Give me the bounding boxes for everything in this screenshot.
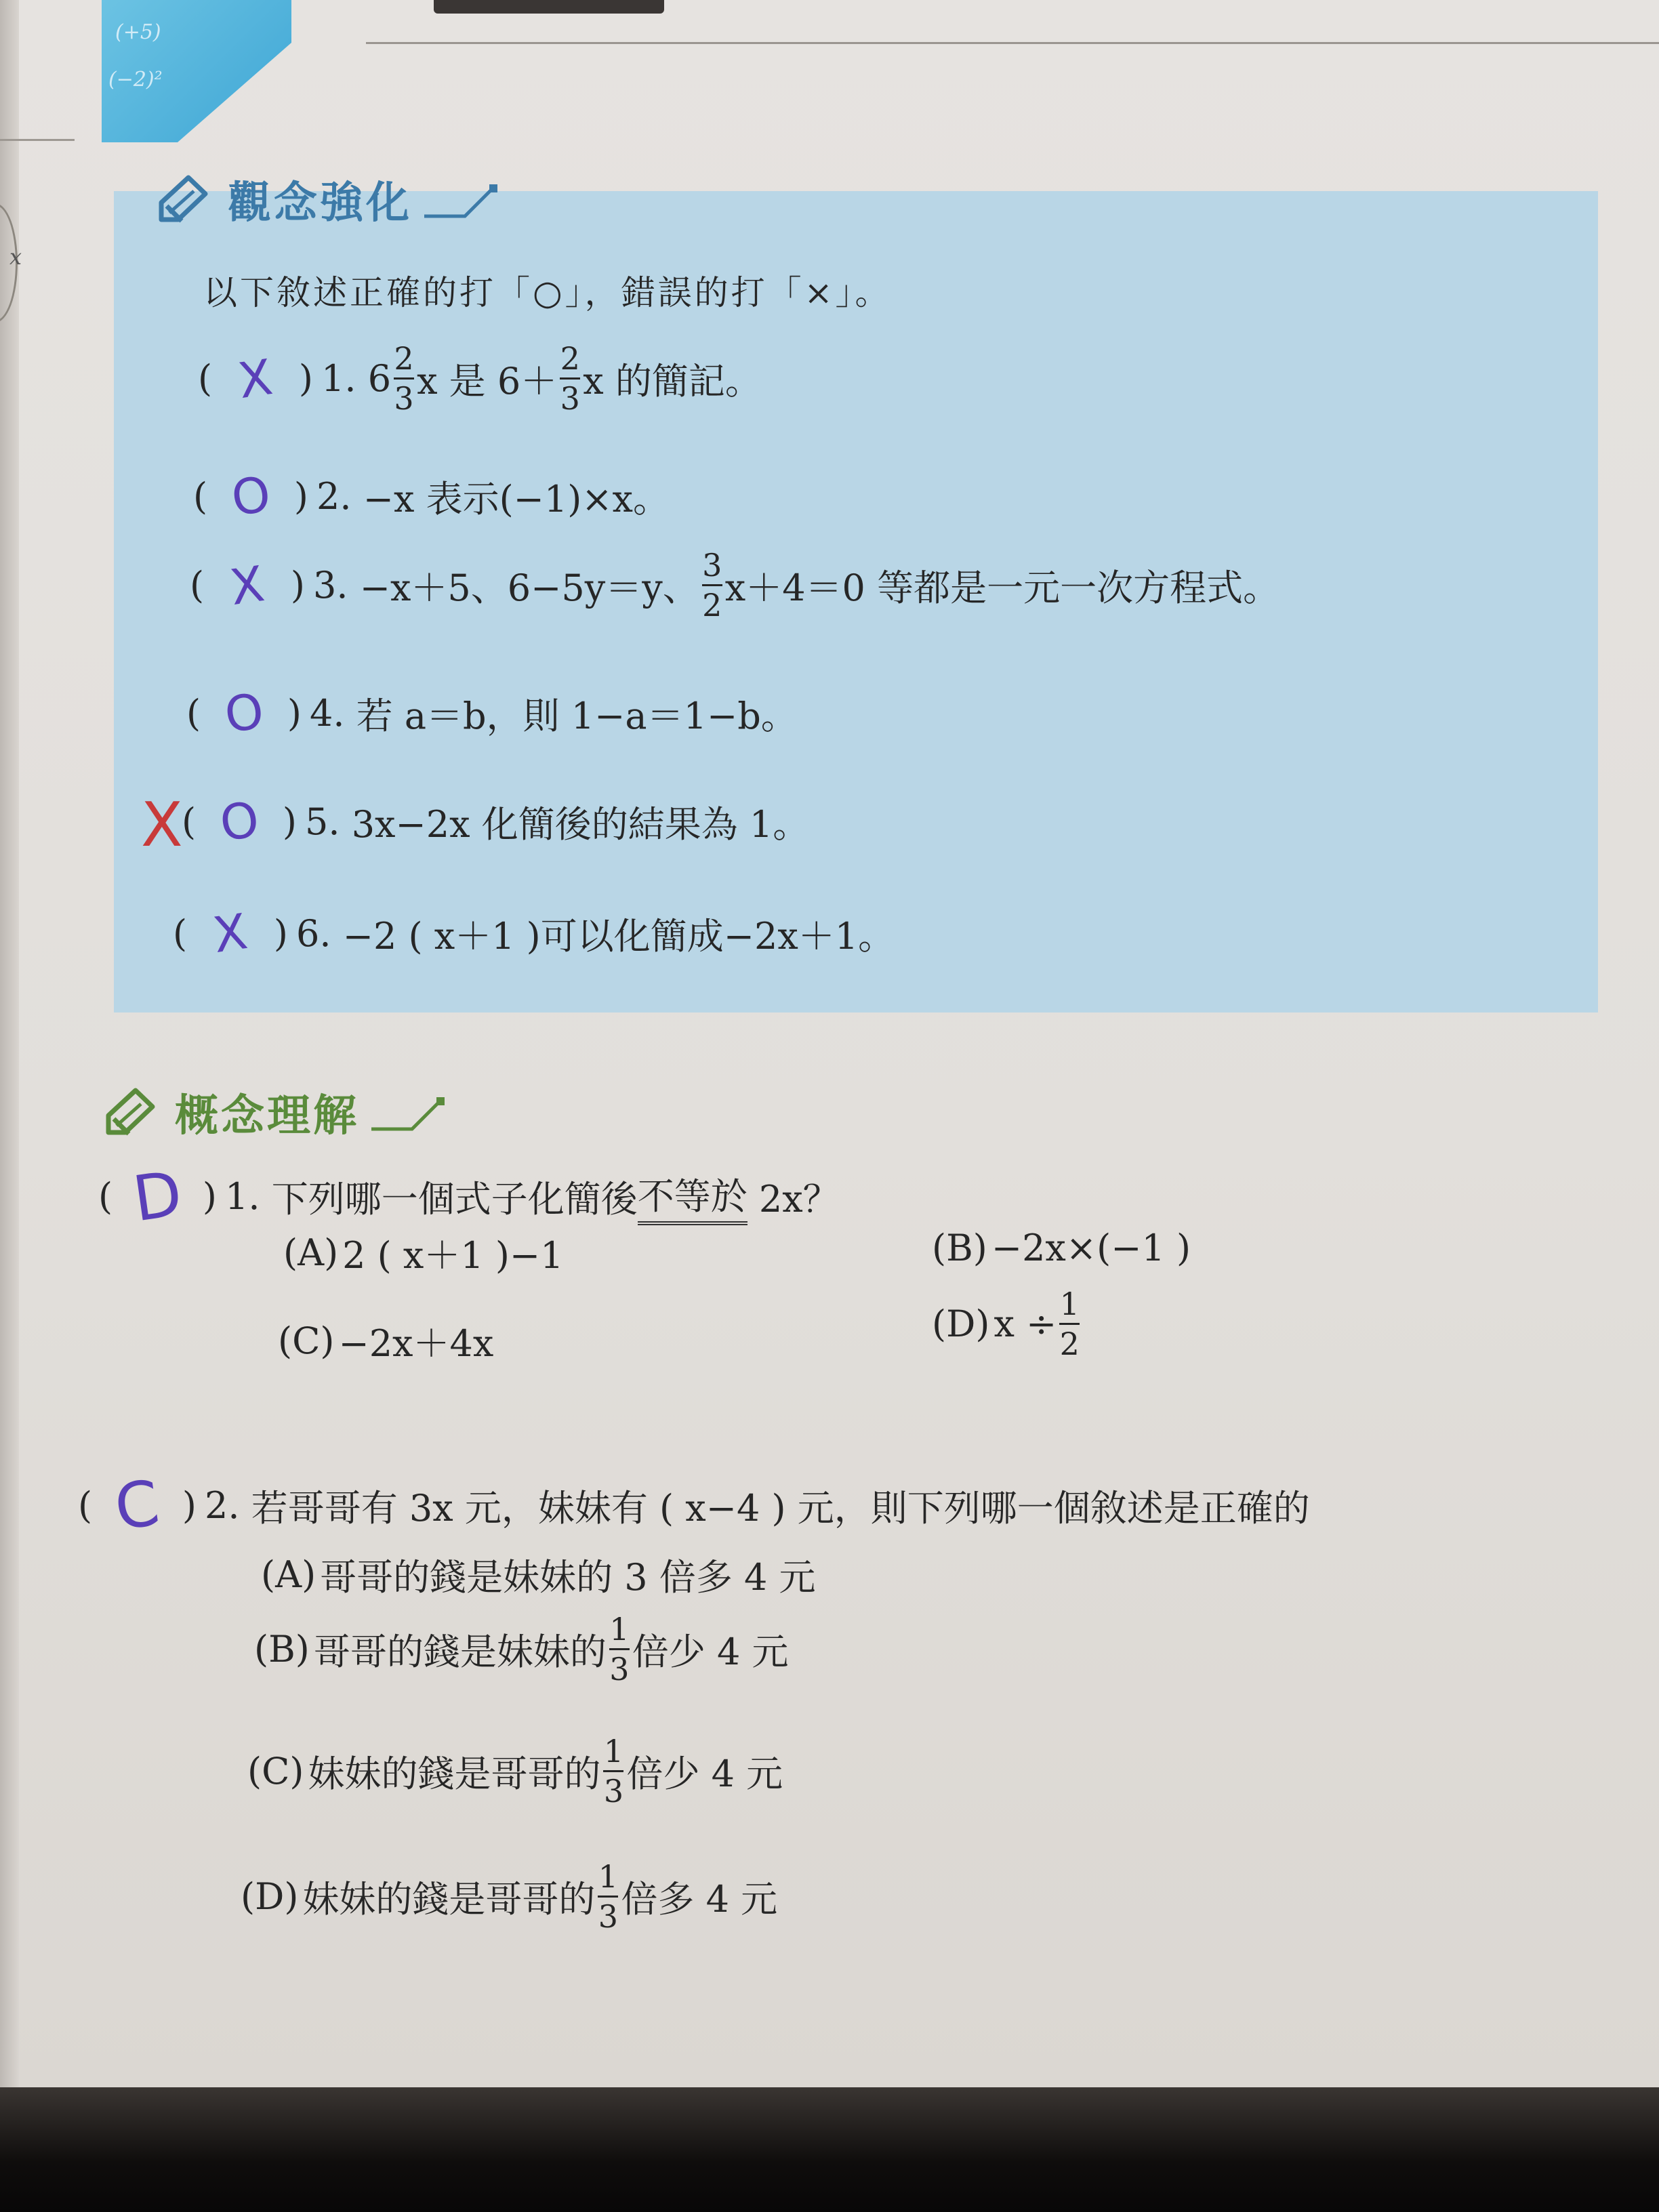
option-text: 哥哥的錢是妹妹的 3 倍多 4 元 [320, 1556, 816, 1599]
statement-number: 6. [296, 912, 331, 955]
handwritten-answer: X [226, 554, 268, 616]
section-title: 觀念強化 [228, 178, 412, 228]
option-label: (A) [261, 1553, 316, 1596]
option-text-a: 妹妹的錢是哥哥的 [308, 1753, 601, 1796]
instruction-text: 以下敘述正確的打「○」，錯誤的打「×」。 [203, 273, 892, 312]
desk-shadow [0, 2087, 1659, 2212]
statement-text-c: x 的簡記。 [583, 360, 762, 403]
fraction: $\frac{2}{3}$ [394, 340, 414, 417]
statement-6 [173, 902, 895, 964]
option-label: (D) [241, 1875, 299, 1919]
question-number: 2. [205, 1484, 240, 1527]
q1-option-c [278, 1315, 493, 1367]
option-text: −2x＋4x [338, 1322, 494, 1365]
statement-5 [182, 790, 810, 853]
handwritten-answer: X [209, 902, 251, 964]
section-title: 概念理解 [175, 1091, 359, 1141]
q2-option-c [247, 1735, 783, 1808]
fraction: $\frac{1}{3}$ [609, 1611, 630, 1688]
option-label: (B) [254, 1628, 310, 1671]
statement-number: 3. [313, 564, 348, 607]
section-heading-concept-understanding [102, 1081, 446, 1143]
fraction: $\frac{3}{2}$ [702, 547, 722, 624]
option-text: 2 ( x＋1 )−1 [342, 1234, 564, 1277]
answer-paren: ( O ) [182, 790, 297, 853]
option-label: (D) [932, 1303, 990, 1346]
q2-option-d [241, 1858, 778, 1936]
answer-paren: ( X ) [173, 902, 288, 964]
question-text: 若哥哥有 3x 元，妹妹有 ( x−4 ) 元，則下列哪一個敘述是正確的 [251, 1487, 1310, 1530]
handwritten-answer: O [221, 682, 267, 744]
fraction: $\frac{1}{2}$ [1059, 1286, 1080, 1363]
handwritten-answer: O [216, 790, 262, 853]
answer-paren: ( D ) [98, 1157, 217, 1236]
statement-text: −2 ( x＋1 )可以化簡成−2x＋1。 [342, 914, 895, 958]
statement-text: −x 表示(−1)×x。 [363, 477, 670, 520]
statement-number: 5. [305, 800, 340, 843]
statement-3 [190, 549, 1279, 622]
statement-text: 3x−2x 化簡後的結果為 1。 [351, 802, 810, 846]
option-text-b: 倍少 4 元 [626, 1753, 783, 1796]
handwritten-answer: C [110, 1467, 164, 1544]
question-1 [98, 1157, 840, 1236]
fraction: $\frac{1}{3}$ [603, 1733, 624, 1810]
option-label: (C) [278, 1319, 335, 1362]
answer-paren: ( O ) [186, 682, 302, 744]
q2-option-a [261, 1549, 816, 1601]
pencil-icon [102, 1085, 163, 1139]
option-label: (C) [247, 1750, 304, 1793]
statement-text-a: −x＋5、6−5y＝y、 [359, 567, 699, 610]
option-text-a: 哥哥的錢是妹妹的 [313, 1631, 607, 1674]
statement-number: 4. [310, 691, 345, 735]
option-label: (B) [932, 1227, 987, 1269]
statement-text: 若 a＝b，則 1−a＝1−b。 [356, 694, 798, 737]
question-2 [78, 1469, 1310, 1542]
answer-paren: ( X ) [190, 554, 305, 616]
option-text-b: 倍多 4 元 [621, 1878, 778, 1921]
statement-1 [198, 342, 762, 415]
handwritten-answer: D [128, 1157, 187, 1236]
question-number: 1. [225, 1175, 260, 1218]
statement-number: 2. [316, 474, 352, 518]
option-text: −2x×(−1 ) [991, 1227, 1191, 1269]
corner-text-2: (−2)² [108, 68, 163, 91]
section-heading-concept-reinforcement [155, 168, 499, 230]
statement-text-a: 6 [367, 357, 392, 401]
margin-x-fragment: x [9, 244, 22, 270]
q2-option-b [254, 1613, 789, 1686]
option-label: (A) [283, 1231, 339, 1274]
q1-option-a [283, 1227, 564, 1279]
grader-x-mark: X [141, 790, 183, 861]
q1-option-b [932, 1227, 1191, 1269]
option-text-b: 倍少 4 元 [632, 1631, 789, 1674]
heading-swoosh [424, 179, 499, 220]
fraction: $\frac{2}{3}$ [560, 340, 580, 417]
fraction: $\frac{1}{3}$ [598, 1858, 619, 1936]
heading-swoosh [371, 1092, 446, 1132]
statement-number: 1. [321, 357, 356, 401]
chapter-title-fragment [434, 0, 664, 14]
handwritten-answer: X [234, 348, 276, 409]
option-text-a: 妹妹的錢是哥哥的 [302, 1878, 596, 1921]
q1-option-d [932, 1288, 1082, 1361]
handwritten-answer: O [228, 465, 274, 527]
statement-text-b: x＋4＝0 等都是一元一次方程式。 [724, 567, 1280, 610]
answer-paren: ( C ) [78, 1467, 197, 1544]
question-underlined-text: 不等於 [638, 1168, 747, 1225]
question-text-b: 2x？ [758, 1178, 840, 1221]
header-rule [366, 42, 1659, 44]
statement-2 [193, 465, 670, 527]
corner-text-1: (+5) [115, 20, 161, 44]
answer-paren: ( O ) [193, 465, 308, 527]
pencil-icon [155, 172, 216, 226]
answer-paren: ( X ) [198, 348, 313, 409]
statement-4 [186, 682, 798, 744]
option-text: x ÷ [994, 1303, 1057, 1346]
question-text-a: 下列哪一個式子化簡後 [271, 1178, 638, 1221]
margin-line [0, 139, 75, 141]
statement-text-b: x 是 6＋ [417, 360, 558, 403]
